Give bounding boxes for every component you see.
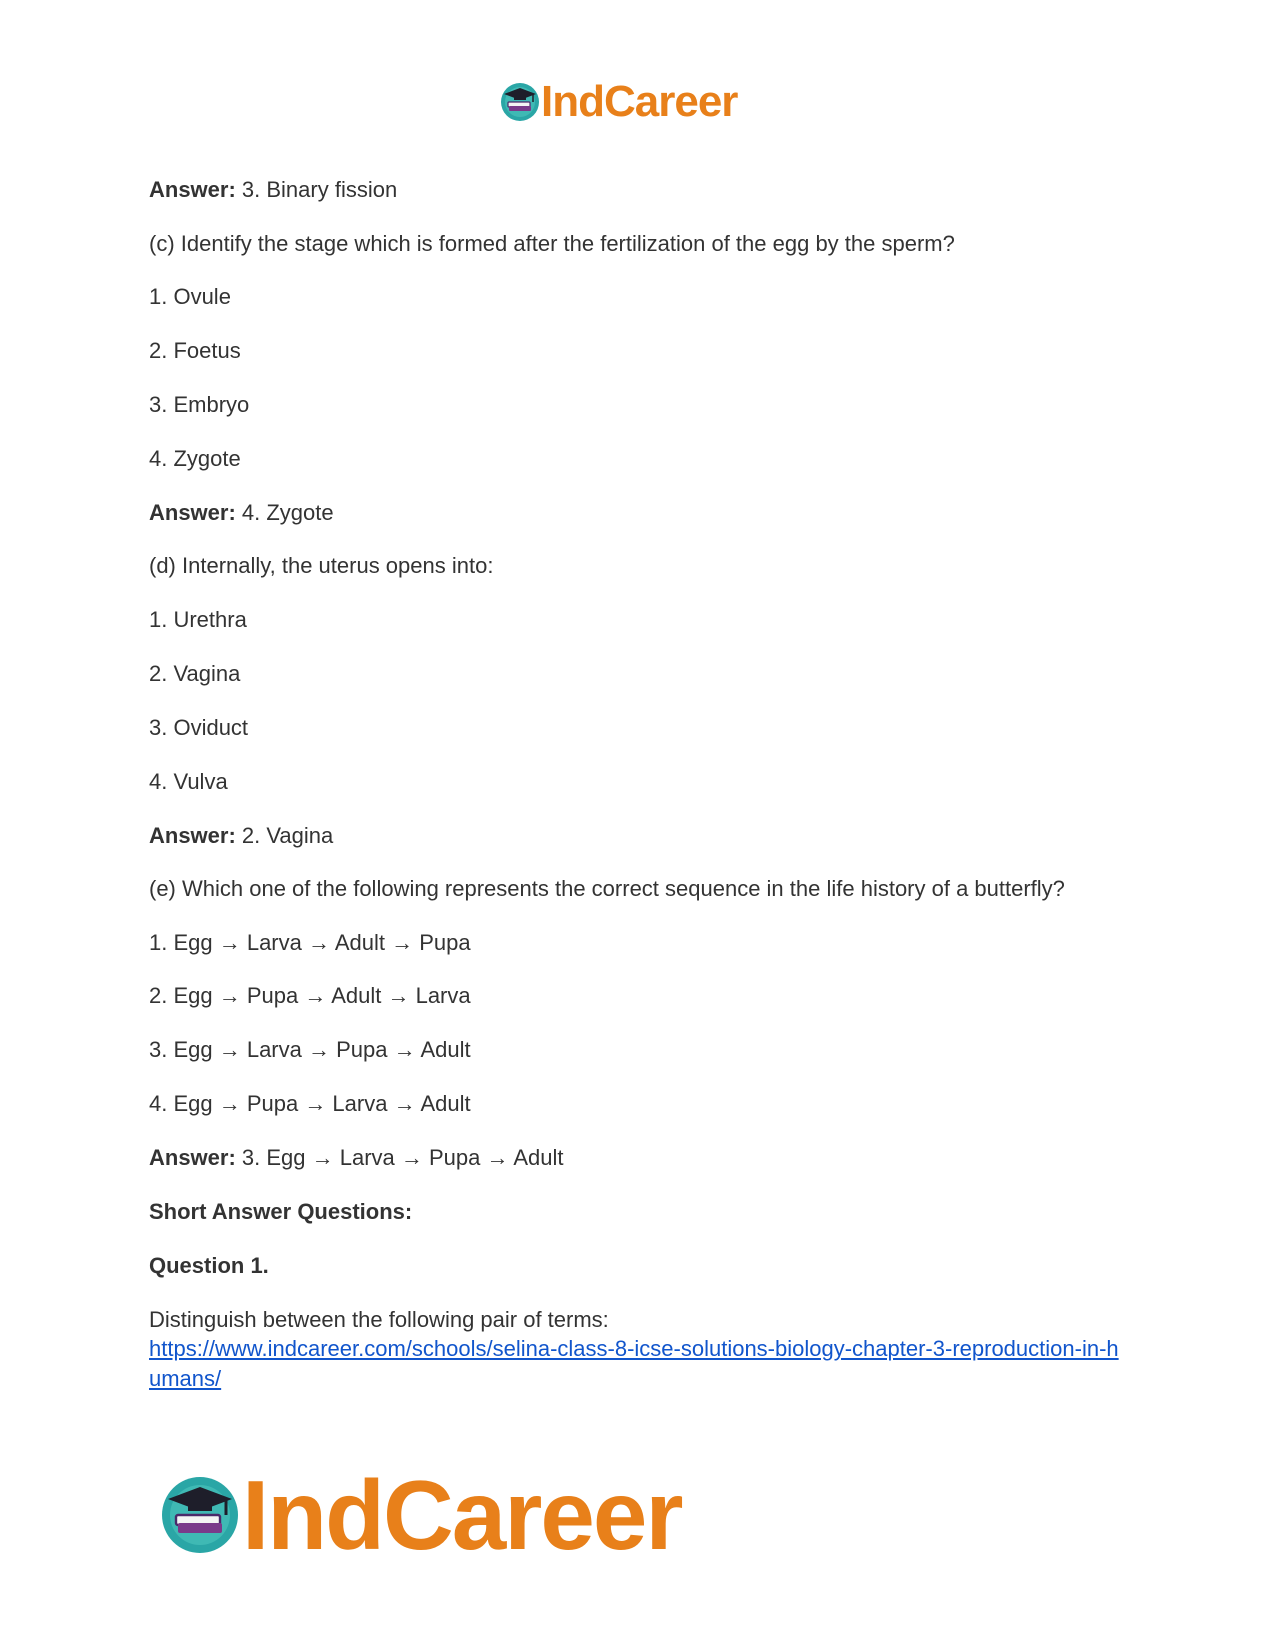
- logo-wordmark: IndCareer: [242, 1460, 682, 1570]
- option-line: 2. Egg → Pupa → Adult → Larva: [149, 983, 471, 1008]
- source-link[interactable]: https://www.indcareer.com/schools/selina-class-8-icse-solutions-biology-chapter-3-reproduction-in-humans/: [149, 1336, 1119, 1391]
- answer-line: Answer: 3. Egg → Larva → Pupa → Adult: [149, 1145, 564, 1170]
- option-line: 4. Vulva: [149, 769, 228, 794]
- option-line: 4. Zygote: [149, 446, 241, 471]
- answer-line: Answer: 2. Vagina: [149, 823, 334, 848]
- question-text: Distinguish between the following pair of terms:: [149, 1307, 609, 1332]
- logo-top: [500, 77, 738, 126]
- option-line: 1. Urethra: [149, 607, 247, 632]
- option-line: 3. Oviduct: [149, 715, 249, 740]
- section-heading: Short Answer Questions:: [149, 1199, 413, 1224]
- answer-line: Answer: 3. Binary fission: [149, 177, 398, 202]
- question-heading: Question 1.: [149, 1253, 269, 1278]
- logo-bottom: [160, 1460, 682, 1570]
- graduate-book-icon: [500, 82, 540, 122]
- option-line: 2. Vagina: [149, 661, 241, 686]
- option-line: 1. Ovule: [149, 284, 231, 309]
- question-d: (d) Internally, the uterus opens into:: [149, 553, 494, 578]
- logo-wordmark: IndCareer: [541, 77, 738, 126]
- option-line: 3. Embryo: [149, 392, 250, 417]
- option-line: 1. Egg → Larva → Adult → Pupa: [149, 930, 471, 955]
- answer-line: Answer: 4. Zygote: [149, 500, 334, 525]
- option-line: 3. Egg → Larva → Pupa → Adult: [149, 1037, 471, 1062]
- option-line: 4. Egg → Pupa → Larva → Adult: [149, 1091, 471, 1116]
- question-e: (e) Which one of the following represents the correct sequence in the life history of a butterfly?: [149, 876, 1065, 901]
- option-line: 2. Foetus: [149, 338, 241, 363]
- question-c: (c) Identify the stage which is formed after the fertilization of the egg by the sperm?: [149, 231, 955, 256]
- graduate-book-icon: [160, 1475, 240, 1555]
